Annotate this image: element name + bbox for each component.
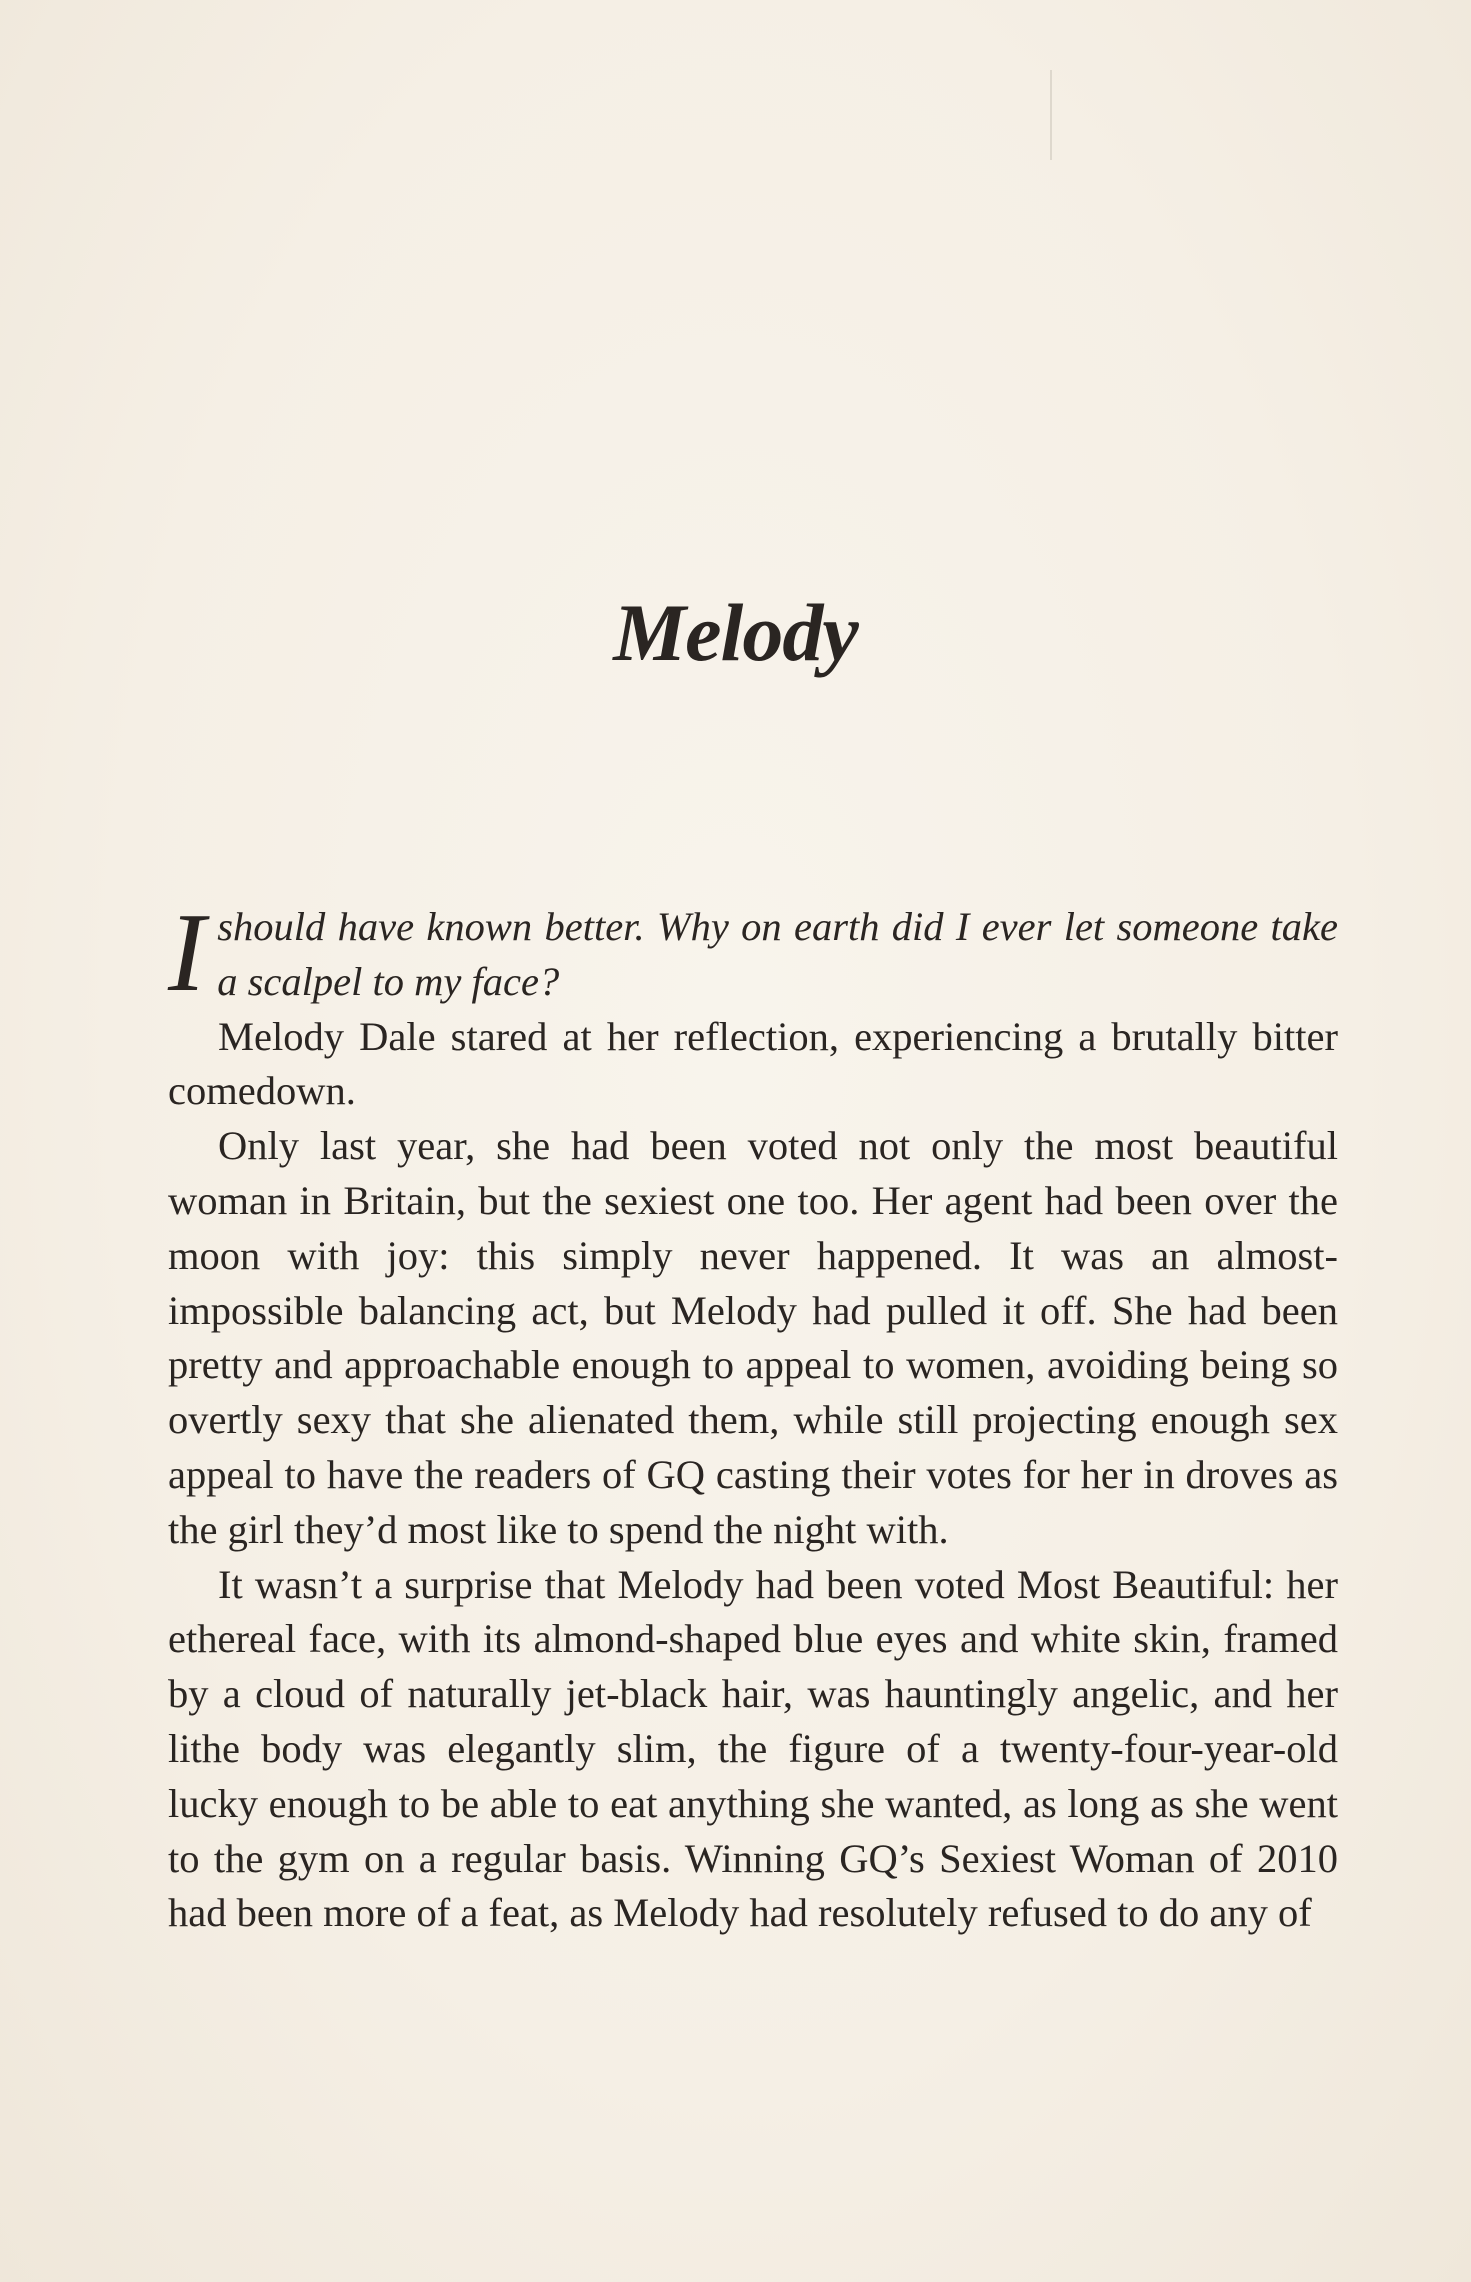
- chapter-title: Melody: [613, 586, 858, 678]
- opening-line: should have known better. Why on earth did I ever let someone take a scalpel to my face?: [217, 904, 1338, 1004]
- opening-paragraph: [168, 891, 1338, 1015]
- chapter-body: [168, 891, 1338, 1941]
- paragraph: It wasn’t a surprise that Melody had been voted Most Beautiful: her ethereal face, with its almond-shaped blue eyes and white skin, framed by a cloud of naturally jet-black hair, was hauntingly angelic, and her lithe body was elegantly slim, the figure of a twenty-four-year-old lucky enough to be able to eat anything she wanted, as long as she went to the gym on a regular basis. Winning GQ’s Sexiest Woman of 2010 had been more of a feat, as Melody had resolutely refused to do any of: [168, 1561, 1338, 1936]
- drop-cap: I: [168, 891, 206, 1015]
- paper-crease: [1050, 70, 1052, 160]
- paragraph: Melody Dale stared at her reflection, experiencing a brutally bitter comedown.: [168, 1013, 1338, 1114]
- paragraph: Only last year, she had been voted not only the most beautiful woman in Britain, but the sexiest one too. Her agent had been over the moon with joy: this simply never happened. It was an almost-impossible balancing act, but Melody had pulled it off. She had been pretty and approachable enough to appeal to women, avoiding being so overtly sexy that she alienated them, while still projecting enough sex appeal to have the readers of GQ casting their votes for her in droves as the girl they’d most like to spend the night with.: [168, 1123, 1338, 1552]
